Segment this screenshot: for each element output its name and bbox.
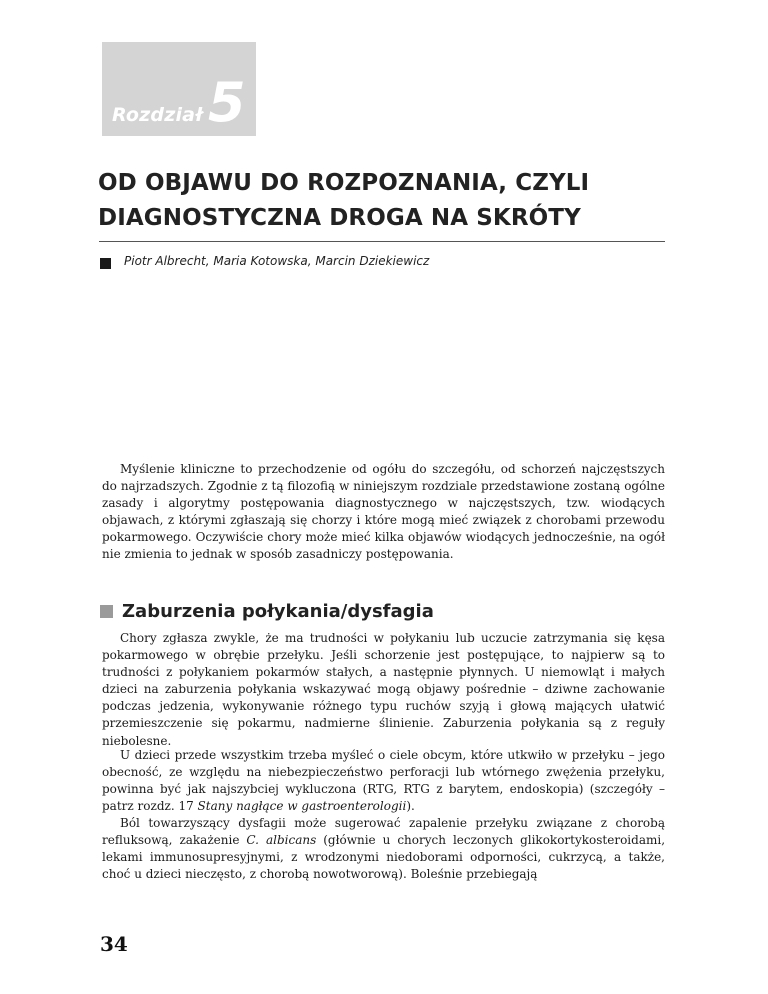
square-bullet-icon	[100, 605, 113, 618]
square-bullet-icon	[100, 258, 111, 269]
species-name: C. albicans	[246, 833, 317, 848]
intro-paragraph: Myślenie kliniczne to przechodzenie od ogółu do szczegółu, od schorzeń najczęstszych do najrzadszych. Zgodnie z tą filozofią w niniejszym rozdziale przedstawione zostaną ogólne zasady i algorytmy postępowania diagnostycznego w najczęstszych, tzw. wiodących objawach, z którymi zgłaszają się chorzy i które mogą mieć związek z chorobami przewodu pokarmowego. Oczywiście chory może mieć kilka objawów wiodących jednocześnie, na ogół nie zmienia to jednak w sposób zasadniczy postępowania.	[102, 462, 665, 562]
title-divider	[99, 241, 665, 242]
paragraph-2-end: ).	[406, 799, 415, 814]
authors: Piotr Albrecht, Maria Kotowska, Marcin Dziekiewicz	[124, 254, 430, 268]
chapter-label: Rozdział	[112, 104, 203, 126]
chapter-title-line-1: OD OBJAWU DO ROZPOZNANIA, CZYLI	[98, 170, 590, 196]
chapter-number: 5	[208, 71, 246, 134]
chapter-title-line-2: DIAGNOSTYCZNA DROGA NA SKRÓTY	[98, 205, 581, 231]
paragraph-2-text: U dzieci przede wszystkim trzeba myśleć o ciele obcym, które utkwiło w przełyku – jego obecność, ze względu na niebezpieczeństwo perforacji lub wtórnego zwężenia przełyku, powinna być jak najszybciej wykluczona (RTG, RTG z barytem, endoskopia) (szczegóły – patrz rozdz. 17	[102, 748, 665, 814]
section-paragraph-3	[102, 815, 665, 883]
chapter-title	[98, 166, 678, 236]
page-number: 34	[100, 932, 128, 956]
chapter-reference: Stany nagłące w gastroenterologii	[197, 799, 407, 814]
section-paragraph-2	[102, 747, 665, 815]
paragraph-3-end: (głównie u chorych leczonych glikokortykosteroidami, lekami immunosupresyjnymi, z wrodzonymi niedoborami odporności, cukrzycą, a także, choć u dzieci nieczęsto, z chorobą nowotworową). Boleśnie przebiegają	[102, 833, 666, 882]
section-paragraph-1: Chory zgłasza zwykle, że ma trudności w połykaniu lub uczucie zatrzymania się kęsa pokarmowego w obrębie przełyku. Jeśli schorzenie jest postępujące, to najpierw są to trudności z połykaniem pokarmów stałych, a następnie płynnych. U niemowląt i małych dzieci na zaburzenia połykania wskazywać mogą objawy pośrednie – dziwne zachowanie podczas jedzenia, wykonywanie różnego typu ruchów szyją i głową mających ułatwić przemieszczenie się pokarmu, nadmierne ślinienie. Zaburzenia połykania są z reguły niebolesne.	[102, 631, 665, 748]
section-heading	[100, 601, 434, 622]
section-heading-text: Zaburzenia połykania/dysfagia	[122, 601, 434, 622]
paragraph-3-start: Ból towarzyszący dysfagii może sugerować zapalenie przełyku związane z chorobą refluksową, zakażenie	[102, 816, 665, 848]
